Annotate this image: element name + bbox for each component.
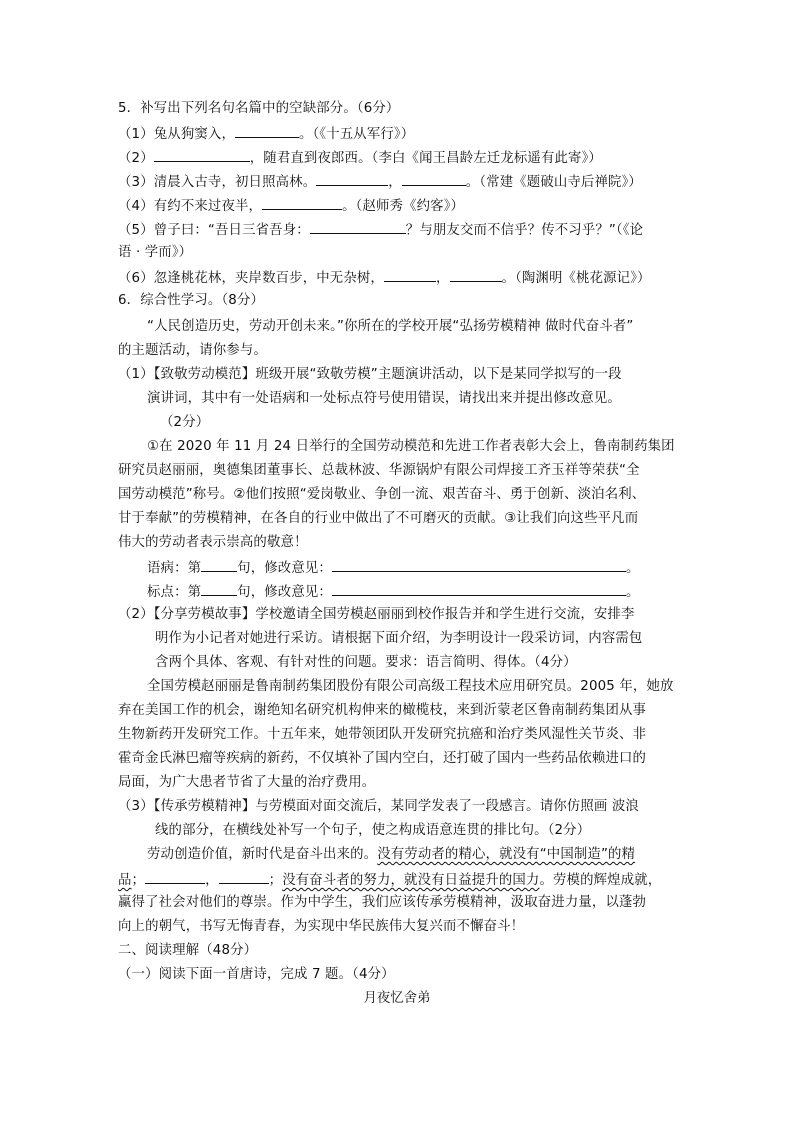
q6-sub1-line1: （1）【致敬劳动模范】班级开展“致敬劳模”主题演讲活动，以下是某同学拟写的一段: [118, 367, 622, 382]
story-para-line4: 霍奇金氏淋巴瘤等疾病的新药，不仅填补了国内空白，还打破了国内一些药品依赖进口的: [118, 751, 647, 766]
q5-item-1: （1）兔从狗窦入， 。（《十五从军行》）: [118, 124, 414, 144]
q6-sub2-line3: 含两个具体、客观、有针对性的问题。要求：语言简明、得体。（4分）: [155, 655, 577, 670]
q6-intro-line1: “人民创造历史，劳动开创未来。”你所在的学校开展“弘扬劳模精神 做时代奋斗者”: [147, 319, 634, 334]
answer-punct-line: 标点：第 句，修改意见： 。: [147, 582, 640, 602]
wavy-underlined-text-2: 没有奋斗者的努力，就没有日益提升的国力: [282, 873, 540, 888]
q5-item-4: （4）有约不来过夜半， 。（赵师秀《约客》）: [118, 196, 464, 216]
q5-item-6: （6）忽逢桃花林，夹岸数百步，中无杂树， ， 。（陶渊明《桃花源记》）: [118, 268, 651, 288]
story-para-line2: 弃在美国工作的机会，谢绝知名研究机构伸来的橄榄枝，来到沂蒙老区鲁南制药集团从事: [118, 703, 647, 718]
wavy-underlined-text-1: 没有劳动者的精心，就没有“中国制造”的精: [377, 847, 636, 862]
q6-intro-line2: 的主题活动，请你参与。: [118, 343, 267, 358]
speech-excerpt-line3: 赢得了社会对他们的尊崇。作为中学生，我们应该传承劳模精神，汲取奋进力量，以蓬勃: [118, 895, 647, 910]
q5-2-blank[interactable]: [154, 148, 250, 162]
q5-item-5-cont: 语 · 学而》）: [118, 245, 193, 260]
q6-title: 6．综合性学习。（8分）: [118, 293, 265, 308]
story-para-line1: 全国劳模赵丽丽是鲁南制药集团股份有限公司高级工程技术应用研究员。2005 年，她放: [147, 679, 674, 694]
q5-item-3: （3）清晨入古寺，初日照高林。 ， 。（常建《题破山寺后禅院》）: [118, 172, 642, 192]
q5-6-blank-b[interactable]: [450, 268, 502, 282]
q6-sub1-line2: 演讲词，其中有一处语病和一处标点符号使用错误，请找出来并提出修改意见。: [147, 391, 621, 406]
q6-sub2-line1: （2）【分享劳模故事】学校邀请全国劳模赵丽丽到校作报告并和学生进行交流，安排李: [118, 607, 635, 622]
q6-sub3-line1: （3）【传承劳模精神】与劳模面对面交流后，某同学发表了一段感言。请你仿照画 波浪: [118, 799, 639, 814]
speech-para-line3: 国劳动模范”称号。②他们按照“爱岗敬业、争创一流、艰苦奋斗、勇于创新、淡泊名利、: [118, 487, 646, 502]
poem-title: 月夜忆舍弟: [363, 991, 431, 1006]
q6-sub1-line3: （2分）: [160, 415, 210, 430]
q5-6-blank-a[interactable]: [384, 268, 436, 282]
q5-title: 5．补写出下列名句名篇中的空缺部分。（6分）: [118, 101, 400, 116]
speech-para-line5: 伟大的劳动者表示崇高的敬意！: [118, 535, 308, 550]
q5-3-blank-a[interactable]: [316, 172, 388, 186]
q6-sub2-line2: 明作为小记者对她进行采访。请根据下面介绍，为李明设计一段采访词，内容需包: [155, 631, 643, 646]
parallel-blank-b[interactable]: [219, 870, 269, 884]
q5-item-2: （2） ，随君直到夜郎西。（李白《闻王昌龄左迁龙标遥有此寄》）: [118, 148, 602, 168]
section-2-title: 二、阅读理解（48分）: [118, 943, 258, 958]
q5-4-blank[interactable]: [262, 196, 342, 210]
q5-3-blank-b[interactable]: [402, 172, 466, 186]
story-para-line3: 生物新药开发研究工作。十五年来，她带领团队开发研究抗癌和治疗类风湿性关节炎、非: [118, 727, 647, 742]
punct-fix-blank[interactable]: [332, 582, 626, 596]
q6-sub3-line2: 线的部分，在横线处补写一个句子，使之构成语意连贯的排比句。（2分）: [155, 823, 591, 838]
story-para-line5: 局面，为广大患者节省了大量的治疗费用。: [118, 775, 376, 790]
speech-para-line4: 甘于奉献”的劳模精神，在各自的行业中做出了不可磨灭的贡献。③让我们向这些平凡而: [118, 511, 639, 526]
speech-excerpt-line4: 向上的朝气，书写无悔青春，为实现中华民族伟大复兴而不懈奋斗！: [118, 919, 525, 934]
q5-1-blank[interactable]: [235, 124, 299, 138]
speech-para-line1: ①在 2020 年 11 月 24 日举行的全国劳动模范和先进工作者表彰大会上，鲁南制药集团: [147, 439, 675, 454]
q5-item-5: （5）曾子曰：“吾日三省吾身： ？与朋友交而不信乎？传不习乎？”（《论: [118, 220, 643, 240]
q5-5-blank[interactable]: [310, 220, 406, 234]
answer-grammar-line: 语病：第 句，修改意见： 。: [147, 558, 640, 578]
grammar-sentence-blank[interactable]: [201, 558, 237, 572]
parallel-blank-a[interactable]: [145, 870, 205, 884]
speech-excerpt-line1: 劳动创造价值，新时代是奋斗出来的。没有劳动者的精心，就没有“中国制造”的精: [147, 847, 636, 862]
section-2-sub1: （一）阅读下面一首唐诗，完成 7 题。（4分）: [118, 967, 395, 982]
grammar-fix-blank[interactable]: [332, 558, 626, 572]
speech-excerpt-line2: 品； ， ；没有奋斗者的努力，就没有日益提升的国力。劳模的辉煌成就，: [118, 870, 661, 890]
punct-sentence-blank[interactable]: [201, 582, 237, 596]
speech-para-line2: 研究员赵丽丽，奥德集团董事长、总裁林波、华源锅炉有限公司焊接工齐玉祥等荣获“全: [118, 463, 640, 478]
